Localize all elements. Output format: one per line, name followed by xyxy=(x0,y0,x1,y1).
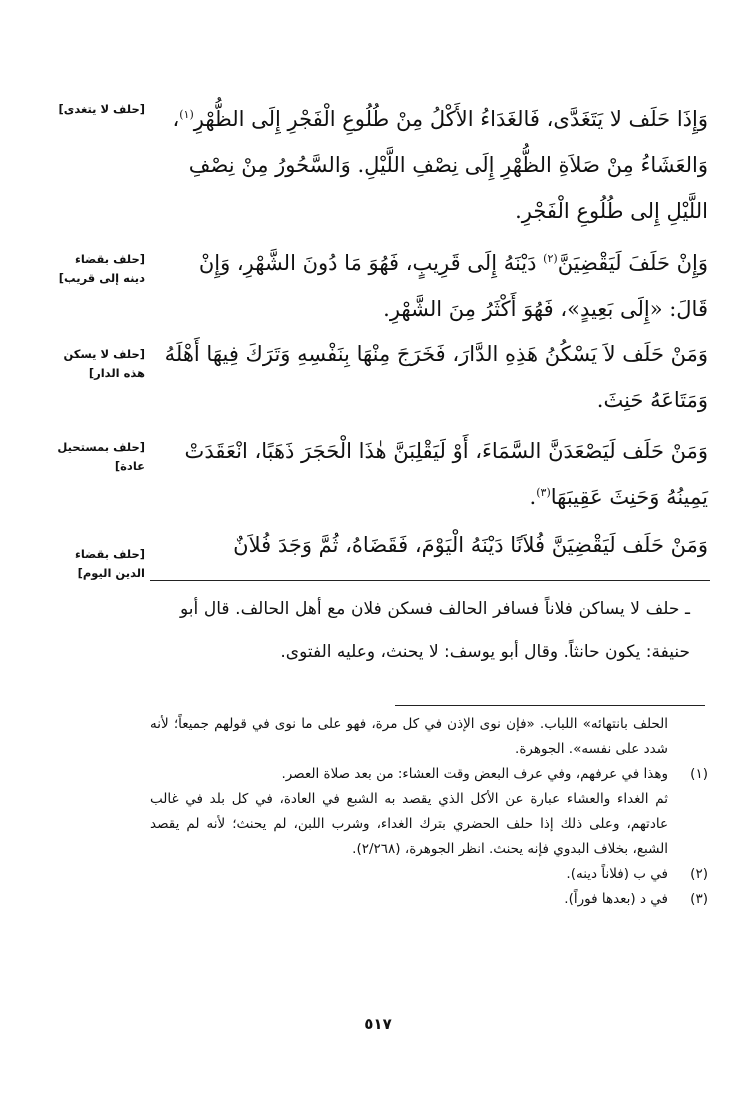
main-paragraph-2 xyxy=(158,240,708,332)
main-paragraph-4 xyxy=(158,428,708,520)
footnote-1-continuation: ثم الغداء والعشاء عبارة عن الأكل الذي يقصد به الشبع في العادة، في كل بلد في غالب عادتهم، وعلى ذلك إذا حلف الحضري بترك الغداء، وشرب اللبن، لم يحنث؛ لأنه لم يقصد الشبع، بخلاف البدوي فإنه يحنث. انظر الجوهرة، (٢/٢٦٨). xyxy=(150,791,668,857)
footnote-marker-3[interactable]: (٣) xyxy=(536,486,551,499)
footnote-marker-1[interactable]: (١) xyxy=(179,108,194,121)
main-text-p2b: دَيْنَهُ إِلَى قَرِيبٍ، فَهُوَ مَا دُونَ الشَّهْرِ، وَإِنْ قَالَ: «إِلَى بَعِيدٍ»، فَهُوَ أَكْثَرُ مِنَ الشَّهْرِ. xyxy=(198,251,708,321)
footnote-2-number: (٢) xyxy=(690,866,708,882)
main-separator-rule xyxy=(150,580,710,581)
footnote-2-text: في ب (فلاناً دينه). xyxy=(566,866,668,882)
footnote-separator-rule xyxy=(395,705,705,706)
main-text-p4a: وَمَنْ حَلَف لَيَصْعَدَنَّ السَّمَاءَ، أَوْ لَيَقْلِبَنَّ هٰذَا الْحَجَرَ ذَهَبًا، انْعَقَدَتْ يَمِينُهُ وَحَنِثَ عَقِيبَهَا xyxy=(184,439,708,509)
main-paragraph-5 xyxy=(158,522,708,568)
commentary-text: ـ حلف لا يساكن فلاناً فسافر الحالف فسكن فلان مع أهل الحالف. قال أبو حنيفة: يكون حانثاً. وقال أبو يوسف: لا يحنث، وعليه الفتوى. xyxy=(180,599,690,662)
margin-gloss-not-dwell-house: [حلف لا يسكن هذه الدار] xyxy=(63,347,145,380)
main-text-p5: وَمَنْ حَلَف لَيَقْضِيَنَّ فُلاَنًا دَيْنَهُ الْيَوْمَ، فَقَضَاهُ، ثُمَّ وَجَدَ فُلاَنٌ xyxy=(233,533,708,557)
main-text-p1a: وَإِذَا حَلَف لا يَتَغَدَّى، فَالغَدَاءُ الأَكْلُ مِنْ طُلُوعِ الْفَجْرِ إِلَى الظُّهْرِ xyxy=(193,107,708,131)
footnote-1-number: (١) xyxy=(690,766,708,782)
main-text-p3: وَمَنْ حَلَف لاَ يَسْكُنُ هَذِهِ الدَّارَ، فَخَرَجَ مِنْهَا بِنَفْسِهِ وَتَرَكَ فِيهَا أَهْلَهُ وَمَتَاعَهُ حَنِثَ. xyxy=(164,342,708,412)
main-text-p2a: وَإِنْ حَلَفَ لَيَقْضِيَنَّ xyxy=(557,251,708,275)
margin-gloss-not-eat-lunch: [حلف لا يتغدى] xyxy=(58,102,145,116)
main-paragraph-1 xyxy=(158,96,708,234)
main-text-p4b: . xyxy=(529,485,537,509)
footnote-3 xyxy=(150,887,708,912)
footnote-continuation: الحلف بانتهائه» اللباب. «فإن نوى الإذن في كل مرة، فهو على ما نوى في قولهم جميعاً؛ لأنه شدد على نفسه». الجوهرة. xyxy=(150,716,668,757)
footnote-1 xyxy=(150,762,708,787)
footnotes-section xyxy=(150,712,708,912)
footnote-3-text: في د (بعدها فوراً). xyxy=(564,891,668,907)
main-paragraph-3 xyxy=(158,331,708,423)
margin-gloss-impossible-oath: [حلف بمستحيل عادة] xyxy=(57,440,145,473)
page-number: ٥١٧ xyxy=(364,1015,392,1033)
main-text-p1b: ، وَالعَشَاءُ مِنْ صَلاَةِ الظُّهْرِ إِلَى نِصْفِ اللَّيْلِ. وَالسَّحُورُ مِنْ نِصْفِ اللَّيْلِ إِلى طُلُوعِ الْفَجْرِ. xyxy=(172,107,708,223)
margin-gloss-debt-today: [حلف بقضاء الدين اليوم] xyxy=(74,547,145,580)
footnote-1-text: وهذا في عرفهم، وفي عرف البعض وقت العشاء: من بعد صلاة العصر. xyxy=(281,766,668,782)
margin-gloss-debt-soon: [حلف بقضاء دينه إلى قريب] xyxy=(58,252,145,285)
footnote-marker-2[interactable]: (٢) xyxy=(543,252,558,265)
footnote-3-number: (٣) xyxy=(690,891,708,907)
footnote-2 xyxy=(150,862,708,887)
